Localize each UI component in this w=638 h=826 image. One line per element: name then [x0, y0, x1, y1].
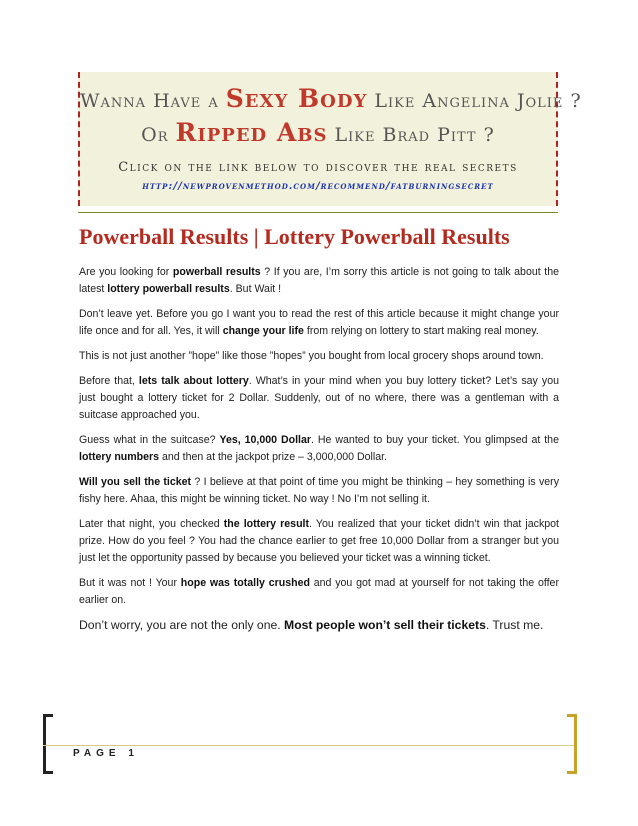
header-rule: [78, 212, 558, 213]
footer-rule: [43, 745, 577, 746]
footer-bracket-left: [43, 714, 53, 774]
paragraph-4: Before that, lets talk about lottery. What’s in your mind when you buy lottery ticket? Let’s say you just bought a lottery ticket for 2 Dollar. Suddenly, out of no where, there was a gentleman with a suitcase approached you.: [79, 375, 559, 421]
footer-bracket-right: [567, 714, 577, 774]
paragraph-3: This is not just another ”hope” like those ”hopes” you bought from local grocery shops around town.: [79, 350, 544, 362]
banner-link[interactable]: http://newprovenmethod.com/recommend/fatburningsecret: [142, 180, 494, 192]
banner-highlight-ripped-abs: Ripped Abs: [175, 118, 328, 147]
banner-cta: Click on the link below to discover the real secrets: [118, 160, 518, 175]
page-title: Powerball Results | Lottery Powerball Results: [79, 224, 510, 249]
banner-highlight-sexy-body: Sexy Body: [225, 84, 368, 113]
banner-headline-1: Wanna Have a Sexy Body Like Angelina Jolie ?: [80, 84, 582, 113]
paragraph-1: Are you looking for powerball results ? If you are, I’m sorry this article is not going to talk about the latest lottery powerball results. But Wait !: [79, 266, 559, 295]
paragraph-8: But it was not ! Your hope was totally crushed and you got mad at yourself for not taking the offer earlier on.: [79, 577, 559, 606]
paragraph-9: Don’t worry, you are not the only one. Most people won’t sell their tickets. Trust me.: [79, 618, 544, 632]
ad-banner[interactable]: [78, 72, 582, 206]
article-body: [79, 264, 559, 642]
paragraph-2: Don’t leave yet. Before you go I want you to read the rest of this article because it might change your life once and for all. Yes, it will change your life from relying on lottery to start making real money.: [79, 308, 559, 337]
page-number: PAGE 1: [73, 748, 139, 759]
paragraph-7: Later that night, you checked the lottery result. You realized that your ticket didn’t win that jackpot prize. How do you feel ? You had the chance earlier to get free 10,000 Dollar from a stranger but you just let the opportunity passed by because you believed your ticket was a winning ticket.: [79, 518, 559, 564]
paragraph-5: Guess what in the suitcase? Yes, 10,000 Dollar. He wanted to buy your ticket. You glimpsed at the lottery numbers and then at the jackpot prize – 3,000,000 Dollar.: [79, 434, 559, 463]
paragraph-6: Will you sell the ticket ? I believe at that point of time you might be thinking – hey something is very fishy here. Ahaa, this might be winning ticket. No way ! No I’m not selling it.: [79, 476, 559, 505]
banner-headline-2: Or Ripped Abs Like Brad Pitt ?: [141, 118, 495, 147]
